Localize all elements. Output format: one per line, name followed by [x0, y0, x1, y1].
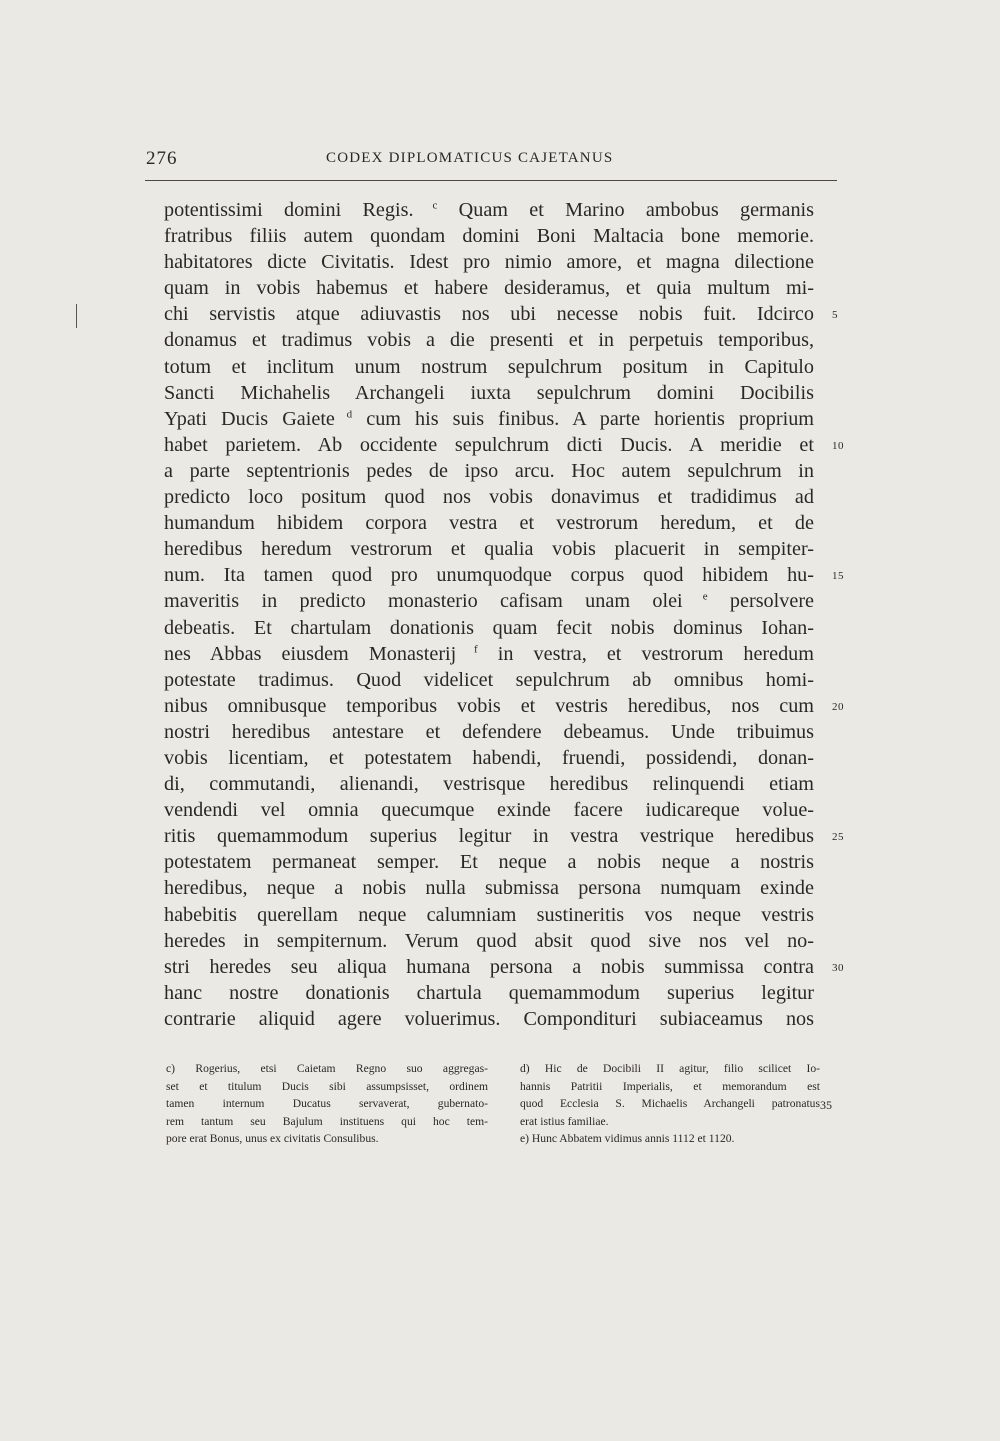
- text-line: [164, 771, 814, 797]
- text-line: [164, 902, 814, 928]
- footnote-line: hannis Patritii Imperialis, et memorandum est: [520, 1079, 820, 1093]
- footnote-line: quod Ecclesia S. Michaelis Archangeli patronatus: [520, 1097, 820, 1110]
- text-line-content: potestate tradimus. Quod videlicet sepulchrum ab omnibus homi-: [164, 668, 814, 691]
- footnote-line: rem tantum seu Bajulum instituens qui hoc tem-: [166, 1114, 488, 1128]
- text-line-content: nibus omnibusque temporibus vobis et vestris heredibus, nos cum: [164, 694, 814, 717]
- text-line-content: fratribus filiis autem quondam domini Boni Maltacia bone memorie.: [164, 225, 814, 248]
- text-line-content: a parte septentrionis pedes de ipso arcu. Hoc autem sepulchrum in: [164, 459, 814, 482]
- text-line: [164, 406, 814, 432]
- text-line: [164, 223, 814, 249]
- text-line-content: maveritis in predicto monasterio cafisam unam olei: [164, 590, 683, 613]
- footnote-marker: d: [334, 408, 353, 421]
- text-line-continuation: persolvere: [707, 590, 814, 613]
- text-line-content: debeatis. Et chartulam donationis quam fecit nobis dominus Iohan-: [164, 616, 814, 639]
- footnote-line: tamen internum Ducatus servaverat, gubernato-: [166, 1097, 488, 1110]
- text-line-content: habitatores dicte Civitatis. Idest pro nimio amore, et magna dilectione: [164, 251, 814, 274]
- text-line-content: stri heredes seu aliqua humana persona a nobis summissa contra: [164, 955, 814, 978]
- text-line-continuation: cum his suis finibus. A parte horientis proprium: [352, 407, 814, 430]
- text-line: [164, 197, 814, 223]
- page-header: [140, 144, 840, 174]
- text-line-content: chi servistis atque adiuvastis nos ubi necesse nobis fuit. Idcirco: [164, 303, 814, 326]
- text-line: [164, 432, 814, 458]
- margin-line-number: 20: [832, 700, 844, 713]
- text-line-content: Sancti Michahelis Archangeli iuxta sepulchrum domini Docibilis: [164, 381, 814, 404]
- footnote-marker: f: [456, 642, 478, 655]
- text-line: [164, 667, 814, 693]
- footnote-marker: c: [413, 199, 438, 212]
- text-line: [164, 458, 814, 484]
- text-line: [164, 588, 814, 614]
- text-line-content: habebitis querellam neque calumniam sustineritis vos neque vestris: [164, 903, 814, 926]
- text-line: [164, 275, 814, 301]
- margin-line-number: 15: [832, 570, 844, 583]
- text-line-content: donamus et tradimus vobis a die presenti et in perpetuis temporibus,: [164, 329, 814, 352]
- text-line-content: heredibus, neque a nobis nulla submissa persona numquam exinde: [164, 877, 814, 900]
- text-line-content: nes Abbas eiusdem Monasterij: [164, 642, 457, 665]
- text-line: [164, 928, 814, 954]
- text-line-content: heredes in sempiternum. Verum quod absit quod sive nos vel no-: [164, 929, 814, 952]
- text-line: [164, 797, 814, 823]
- text-line-content: Ypati Ducis Gaiete: [164, 407, 335, 430]
- text-line: [164, 354, 814, 380]
- footnote-line: set et titulum Ducis sibi assumpsisset, ordinem: [166, 1079, 488, 1093]
- text-line-content: hanc nostre donationis chartula quemammodum superius legitur: [164, 981, 814, 1004]
- footnote-line: e) Hunc Abbatem vidimus annis 1112 et 1120.: [520, 1132, 735, 1145]
- text-line: [164, 875, 814, 901]
- text-line-content: predicto loco positum quod nos vobis donavimus et tradidimus ad: [164, 486, 814, 509]
- footnote-line-number: 35: [820, 1098, 832, 1112]
- footnote-marker: e: [682, 590, 708, 603]
- text-line-content: vobis licentiam, et potestatem habendi, fruendi, possidendi, donan-: [164, 746, 814, 769]
- footnotes-right-column: [520, 1060, 820, 1148]
- text-line: [164, 823, 814, 849]
- text-line-content: ritis quemammodum superius legitur in vestra vestrique heredibus: [164, 825, 814, 848]
- text-line: [164, 849, 814, 875]
- text-line: [164, 536, 814, 562]
- text-line: [164, 641, 814, 667]
- text-line: [164, 615, 814, 641]
- text-line-content: habet parietem. Ab occidente sepulchrum dicti Ducis. A meridie et: [164, 433, 814, 456]
- margin-line-number: 5: [832, 309, 838, 322]
- text-line-content: quam in vobis habemus et habere desideramus, et quia multum mi-: [164, 277, 814, 300]
- text-line-content: nostri heredibus antestare et defendere debeamus. Unde tribuimus: [164, 720, 814, 743]
- margin-mark: [76, 304, 77, 328]
- text-line: [164, 249, 814, 275]
- text-line: [164, 980, 814, 1006]
- text-line: [164, 562, 814, 588]
- footnote-line: pore erat Bonus, unus ex civitatis Consulibus.: [166, 1132, 379, 1145]
- text-line-continuation: Quam et Marino ambobus germanis: [437, 199, 814, 221]
- text-line-content: di, commutandi, alienandi, vestrisque heredibus relinquendi etiam: [164, 773, 814, 796]
- text-line-content: heredibus heredum vestrorum et qualia vobis placuerit in sempiter-: [164, 538, 814, 561]
- footnote-line: c) Rogerius, etsi Caietam Regno suo aggregas-: [166, 1062, 488, 1075]
- text-line: [164, 1006, 814, 1032]
- text-line: [164, 380, 814, 406]
- text-line: [164, 954, 814, 980]
- text-line: [164, 327, 814, 353]
- text-line: [164, 484, 814, 510]
- footnote-line: erat istius familiae.: [520, 1114, 609, 1128]
- footnotes-left-column: [166, 1060, 488, 1148]
- text-line-content: potentissimi domini Regis.: [164, 199, 414, 221]
- text-line: [164, 301, 814, 327]
- margin-line-number: 25: [832, 831, 844, 844]
- running-title: CODEX DIPLOMATICUS CAJETANUS: [326, 150, 614, 166]
- page-number: 276: [146, 148, 178, 169]
- text-line: [164, 719, 814, 745]
- margin-line-number: 10: [832, 439, 844, 452]
- text-line-continuation: in vestra, et vestrorum heredum: [477, 642, 814, 665]
- text-line-content: totum et inclitum unum nostrum sepulchrum positum in Capitulo: [164, 355, 814, 378]
- charter-text: [164, 197, 814, 1032]
- footnote-line: d) Hic de Docibili II agitur, filio scilicet Io-: [520, 1062, 820, 1075]
- text-line-content: contrarie aliquid agere voluerimus. Compondituri subiaceamus nos: [164, 1007, 814, 1030]
- text-line-content: vendendi vel omnia quecumque exinde facere iudicareque volue-: [164, 799, 814, 822]
- text-line-content: num. Ita tamen quod pro unumquodque corpus quod hibidem hu-: [164, 564, 814, 587]
- text-line-content: potestatem permaneat semper. Et neque a nobis neque a nostris: [164, 851, 814, 874]
- header-rule: [145, 180, 837, 181]
- margin-line-number: 30: [832, 961, 844, 974]
- text-line: [164, 693, 814, 719]
- text-line: [164, 510, 814, 536]
- text-line-content: humandum hibidem corpora vestra et vestrorum heredum, et de: [164, 512, 814, 535]
- text-line: [164, 745, 814, 771]
